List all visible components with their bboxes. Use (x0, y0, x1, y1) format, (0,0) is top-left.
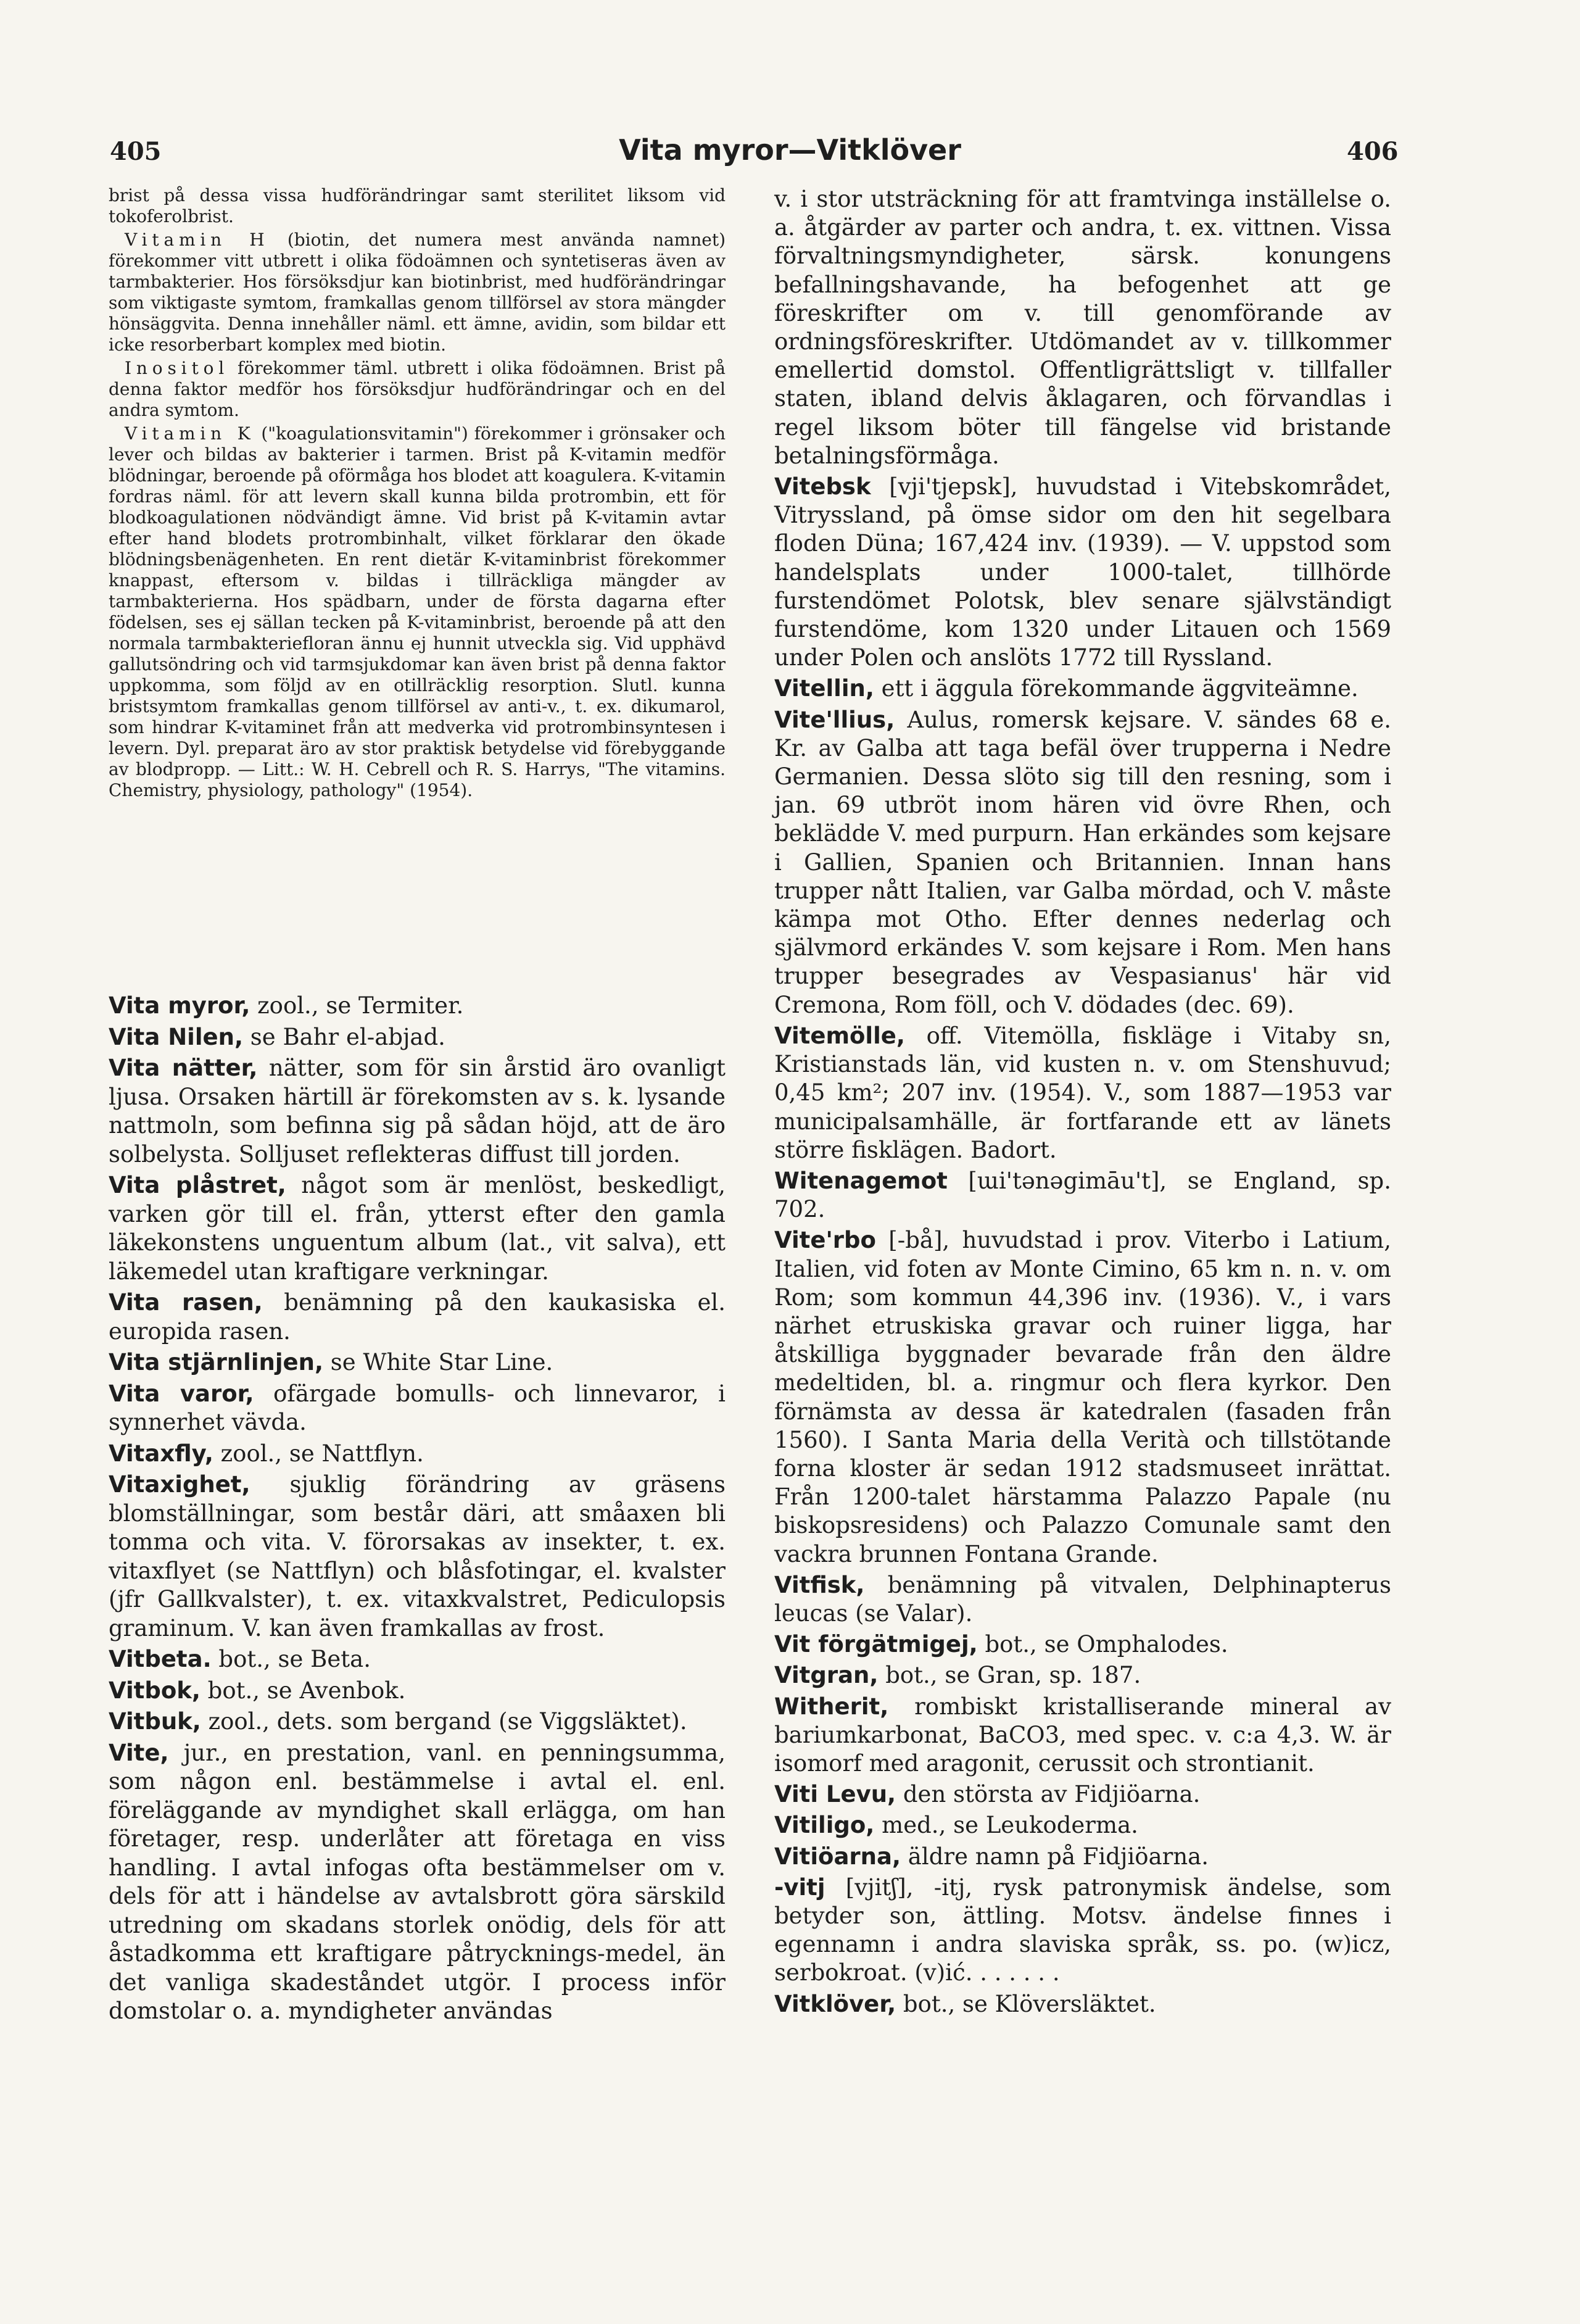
entry: Vita Nilen, se Bahr el-abjad. (109, 1023, 445, 1050)
left-entries (109, 992, 726, 2026)
entry: Vit förgätmigej, bot., se Omphalodes. (774, 1631, 1228, 1658)
entry: -vitj [vjitʃ], -itj, rysk patronymisk ändelse, som betyder son, ättling. Motsv. ändelse finnes i egennamn i andra slaviska språk, ss. po. (w)icz, serbokroat. (v)ić. . . . . . . (774, 1874, 1391, 1986)
entry: Vita rasen, benämning på den kaukasiska el. europida rasen. (109, 1289, 726, 1345)
entry: Vita nätter, nätter, som för sin årstid äro ovanligt ljusa. Orsaken härtill är förekomsten av s. k. lysande nattmoln, som befinna sig på sådan höjd, att de äro solbelysta. Solljuset reflekteras diffust till jorden. (109, 1055, 726, 1168)
entry: Vitgran, bot., se Gran, sp. 187. (774, 1662, 1141, 1689)
entry: v. i stor utsträckning för att framtvinga inställelse o. a. åtgärder av parter och andra, t. ex. vittnen. Vissa förvaltningsmyndigheter, särsk. konungens befallningshavande, ha befogenhet att ge föreskrifter om v. till genomförande av ordningsföreskrifter. Utdömandet av v. tillkommer emellertid domstol. Offentligrättsligt v. tillfaller staten, ibland delvis åklagaren, och förvandlas i regel liksom böter till fängelse vid bristande betalningsförmåga. (774, 186, 1391, 469)
entry: Vitaxfly, zool., se Nattflyn. (109, 1440, 424, 1467)
paragraph: Vitamin H (biotin, det numera mest använda namnet) förekommer vitt utbrett i olika födoämnen och syntetiseras även av tarmbakterier. Hos försöksdjur kan biotinbrist, med hudförändringar som viktigaste symtom, framkallas genom tillförsel av stora mängder hönsäggvita. Denna innehåller näml. ett ämne, avidin, som bildar ett icke resorberbart komplex med biotin. (109, 230, 726, 355)
entry: Vitemölle, off. Vitemölla, fiskläge i Vitaby sn, Kristianstads län, vid kusten n. v. om Stenshuvud; 0,45 km²; 207 inv. (1954). V., som 1887—1953 var municipalsamhälle, är fortfarande ett av länets större fisklägen. Badort. (774, 1022, 1391, 1163)
paragraph: Inositol förekommer täml. utbrett i olika födoämnen. Brist på denna faktor medför hos försöksdjur hudförändringar och en del andra symtom. (109, 358, 726, 420)
entry: Vita varor, ofärgade bomulls- och linnevaror, i synnerhet vävda. (109, 1380, 726, 1435)
entry: Vitbeta. bot., se Beta. (109, 1646, 371, 1672)
entry: Vita myror, zool., se Termiter. (109, 992, 464, 1019)
entry: Vitbok, bot., se Avenbok. (109, 1677, 406, 1704)
page-number-left: 405 (110, 137, 162, 166)
vitamin-section (109, 185, 726, 984)
entry: Vitiöarna, äldre namn på Fidjiöarna. (774, 1843, 1209, 1870)
entry: Vite'llius, Aulus, romersk kejsare. V. sändes 68 e. Kr. av Galba att taga befäl över trupperna i Nedre Germanien. Dessa slöto sig till den resning, som i jan. 69 utbröt inom hären vid övre Rhen, och beklädde V. med purpurn. Han erkändes som kejsare i Gallien, Spanien och Britannien. Innan hans trupper nått Italien, var Galba mördad, och V. måste kämpa mot Otho. Efter dennes nederlag och självmord erkändes V. som kejsare i Rom. Men hans trupper besegrades av Vespasianus' här vid Cremona, Rom föll, och V. dödades (dec. 69). (774, 706, 1391, 1018)
entry: Vita plåstret, något som är menlöst, beskedligt, varken gör till el. från, ytterst efter den gamla läkekonstens unguentum album (lat., vit salva), ett läkemedel utan kraftigare verkningar. (109, 1172, 726, 1285)
entry: Vitellin, ett i äggula förekommande äggviteämne. (774, 675, 1359, 702)
entry: Vitfisk, benämning på vitvalen, Delphinapterus leucas (se Valar). (774, 1571, 1391, 1627)
entry: Vitiligo, med., se Leukoderma. (774, 1812, 1138, 1839)
entry: Vite'rbo [-bå], huvudstad i prov. Viterbo i Latium, Italien, vid foten av Monte Cimino, 65 km n. n. v. om Rom; som kommun 44,396 inv. (1936). V., i vars närhet etruskiska gravar och ruiner ligga, har åtskilliga byggnader bevarade från den äldre medeltiden, bl. a. ringmur och flera kyrkor. Den förnämsta av dessa är katedralen (fasaden från 1560). I Santa Maria della Verità och tillstötande forna kloster är sedan 1912 stadsmuseet inrättat. Från 1200-talet härstamma Palazzo Papale (nu biskopsresidens) och Palazzo Comunale samt den vackra brunnen Fontana Grande. (774, 1227, 1391, 1567)
entry: Vite, jur., en prestation, vanl. en penningsumma, som någon enl. bestämmelse i avtal el. enl. föreläggande av myndighet skall erlägga, om han företager, resp. underlåter att företaga en viss handling. I avtal infogas ofta bestämmelser om v. dels för att i händelse av avtalsbrott göra särskild utredning om skadans storlek onödig, dels för att åstadkomma ett kraftigare påtrycknings-medel, än det vanliga skadeståndet utgör. I process inför domstolar o. a. myndigheter användas (109, 1739, 726, 2024)
paragraph: Vitamin K ("koagulationsvitamin") förekommer i grönsaker och lever och bildas av bakterier i tarmen. Brist på K-vitamin medför blödningar, beroende på oförmåga hos blodet att koagulera. K-vitamin fordras näml. för att levern skall kunna bilda protrombin, ett för blodkoagulationen nödvändigt ämne. Vid brist på K-vitamin avtar efter hand blodets protrombinhalt, vilket förklarar den ökade blödningsbenägenheten. En rent dietär K-vitaminbrist förekommer knappast, eftersom v. bildas i tillräckliga mängder av tarmbakterierna. Hos spädbarn, under de första dagarna efter födelsen, ses ej sällan tecken på K-vitaminbrist, beroende på att den normala tarmbakteriefloran ännu ej hunnit utveckla sig. Vid upphävd gallutsöndring och vid tarmsjukdomar kan även brist på denna faktor uppkomma, som följd av en otillräcklig resorption. Slutl. kunna bristsymtom framkallas genom tillförsel av anti-v., t. ex. dikumarol, som hindrar K-vitaminet från att medverka vid protrombinsyntesen i levern. Dyl. preparat äro av stor praktisk betydelse vid förebyggande av blodpropp. — Litt.: W. H. Cebrell och R. S. Harrys, "The vitamins. Chemistry, physiology, pathology" (1954). (109, 423, 726, 800)
paragraph: brist på dessa vissa hudförändringar samt sterilitet liksom vid tokoferolbrist. (109, 185, 726, 226)
running-title: Vita myror—Vitklöver (619, 133, 961, 167)
entry: Vitklöver, bot., se Klöversläktet. (774, 1990, 1156, 2017)
page-header (0, 0, 1580, 185)
page-number-right: 406 (1347, 137, 1399, 166)
entry: Vitbuk, zool., dets. som bergand (se Viggsläktet). (109, 1708, 687, 1735)
entry: Witherit, rombiskt kristalliserande mineral av bariumkarbonat, BaCO3, med spec. v. c:a 4,3. W. är isomorf med aragonit, cerussit och strontianit. (774, 1693, 1391, 1777)
entry: Vita stjärnlinjen, se White Star Line. (109, 1349, 553, 1376)
right-column (774, 185, 1391, 2021)
left-column (109, 185, 726, 2028)
entry: Viti Levu, den största av Fidjiöarna. (774, 1781, 1201, 1808)
entry: Vitebsk [vji'tjepsk], huvudstad i Vitebskområdet, Vitryssland, på ömse sidor om den hit segelbara floden Düna; 167,424 inv. (1939). — V. uppstod som handelsplats under 1000-talet, tillhörde furstendömet Polotsk, blev senare självständigt furstendöme, kom 1320 under Litauen och 1569 under Polen och anslöts 1772 till Ryssland. (774, 473, 1391, 671)
entry: Vitaxighet, sjuklig förändring av gräsens blomställningar, som består däri, att småaxen bli tomma och vita. V. förorsakas av insekter, t. ex. vitaxflyet (se Nattflyn) och blåsfotingar, el. kvalster (jfr Gallkvalster), t. ex. vitaxkvalstret, Pediculopsis graminum. V. kan även framkallas av frost. (109, 1471, 726, 1641)
entry: Witenagemot [ɯi'tənəgimāu't], se England, sp. 702. (774, 1167, 1391, 1223)
